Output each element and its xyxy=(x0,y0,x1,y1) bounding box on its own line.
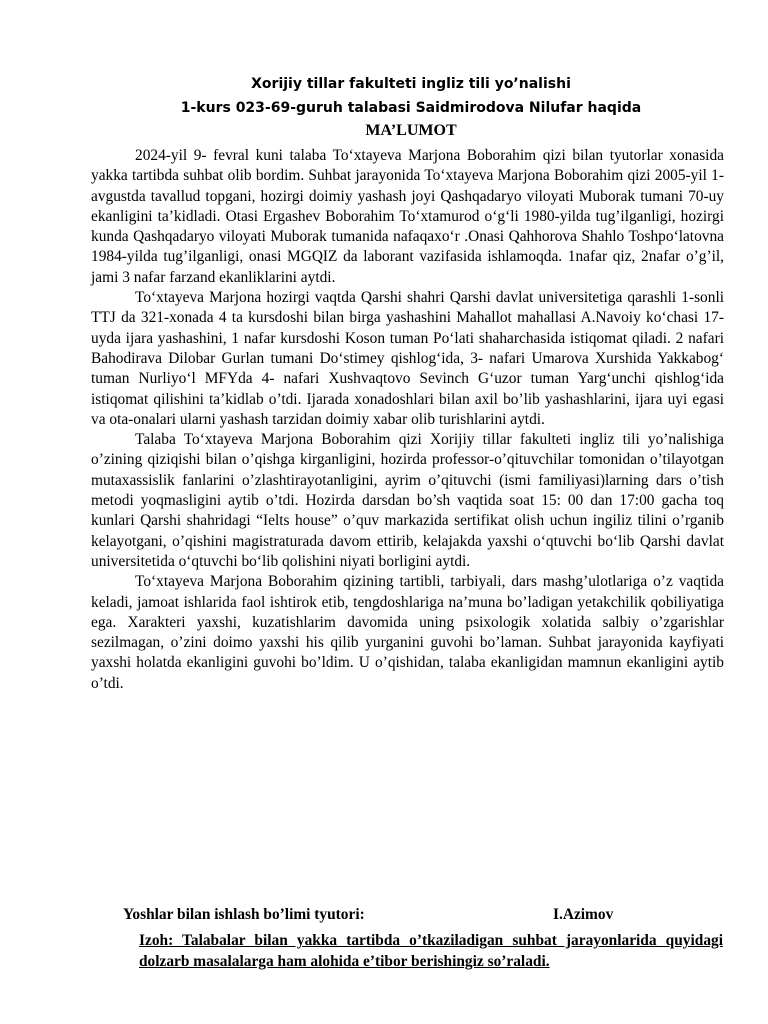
document-body xyxy=(91,146,724,694)
paragraph-3: Talaba To‘xtayeva Marjona Boborahim qizi Xorijiy tillar fakulteti ingliz tili yo’nalishiga o’zining qiziqishi bilan o’qishga kirganligini, hozirda professor-o’qituvchilar tomonidan o’tilayotgan mutaxassislik fanlarini o’zlashtirayotanligini, ayrim o’qituvchi (ismi familiyasi)larning dars o’tish metodi yoqmasligini aytib o’tdi. Hozirda darsdan bo’sh vaqtida soat 15: 00 dan 17:00 gacha toq kunlari Qarshi shahridagi “Ielts house” o’quv markazida sertifikat olish uchun ingiliz tilini o’rganib kelayotgani, o’qishini magistraturada davom ettirib, kelajakda yaxshi o‘qtuvchi bo‘lib Qarshi davlat universitetida o‘qtuvchi bo‘lib qolishini niyati borligini aytdi. xyxy=(91,431,724,570)
paragraph-4: To‘xtayeva Marjona Boborahim qizining tartibli, tarbiyali, dars mashg’ulotlariga o’z vaqtida keladi, jamoat ishlarida faol ishtirok etib, tengdoshlariga na’muna bo’ladigan yetakchilik qobiliyatiga ega. Xarakteri yaxshi, kuzatishlarim davomida uning psixologik xolatida salbiy o’zgarishlar sezilmagan, o’zini doimo yaxshi his qilib yurganini guvohi bo’laman. Suhbat jarayonida kayfiyati yaxshi holatda ekanligini guvohi bo’ldim. U o’qishidan, talaba ekanligidan mamnun ekanligini aytib o’tdi. xyxy=(91,573,724,692)
header-student-line: 1-kurs 023-69-guruh talabasi Saidmirodova Nilufar haqida xyxy=(180,100,642,116)
signature-line xyxy=(123,906,623,924)
header-faculty-line: Xorijiy tillar fakulteti ingliz tili yo’nalishi xyxy=(251,76,571,92)
paragraph-1: 2024-yil 9- fevral kuni talaba To‘xtayeva Marjona Boborahim qizi bilan tyutorlar xonasida yakka tartibda suhbat olib bordim. Suhbat jarayonida To‘xtayeva Marjona Boborahim qizi 2005-yil 1-avgustda tavallud topgani, hozirgi doimiy yashash joyi Qashqadaryo viloyati Muborak tumani 70-uy ekanligini ta’kidladi. Otasi Ergashev Boborahim To‘xtamurod o‘g‘li 1980-yilda tug’ilganligi, hozirgi kunda Qashqadaryo viloyati Muborak tumanida nafaqaxo‘r .Onasi Qahhorova Shahlo Toshpo‘latovna 1984-yilda tug’ilganligi, onasi MGQIZ da laborant vazifasida ishlamoqda. 1nafar qiz, 2nafar o’g’il, jami 3 nafar farzand ekanliklarini aytdi. xyxy=(91,147,724,286)
signature-name: I.Azimov xyxy=(553,906,614,923)
paragraph-2: To‘xtayeva Marjona hozirgi vaqtda Qarshi shahri Qarshi davlat universitetiga qarashli 1-sonli TTJ da 321-xonada 4 ta kursdoshi bilan birga yashashini Mahallot mahallasi A.Navoiy ko‘chasi 17- uyda ijara yashashini, 1 nafar kursdoshi Koson tuman Po‘lati shaharchasida istiqomat qiladi. 2 nafari Bahodirava Dilobar Gurlan tumani Do‘stimey qishlog‘ida, 3- nafari Umarova Xurshida Yakkabog‘ tuman Nurliyo‘l MFYda 4- nafari Xushvaqtovo Sevinch G‘uzor tuman Yarg‘unchi qishlog‘ida istiqomat qilishini ta’kidlab o’tdi. Ijarada xonadoshlari bilan axil bo’lib yashashlarini, ijara uyi egasi va ota-onalari ularni yashash tarzidan doimiy xabar olib turishlarini aytdi. xyxy=(91,289,724,428)
signature-title: Yoshlar bilan ishlash bo’limi tyutori: xyxy=(123,906,365,923)
document-title: MA’LUMOT xyxy=(365,122,457,139)
note: Izoh: Talabalar bilan yakka tartibda o’tkaziladigan suhbat jarayonlarida quyidagi dolzarb masalalarga ham alohida e’tibor berishingiz so’raladi. xyxy=(139,932,723,970)
